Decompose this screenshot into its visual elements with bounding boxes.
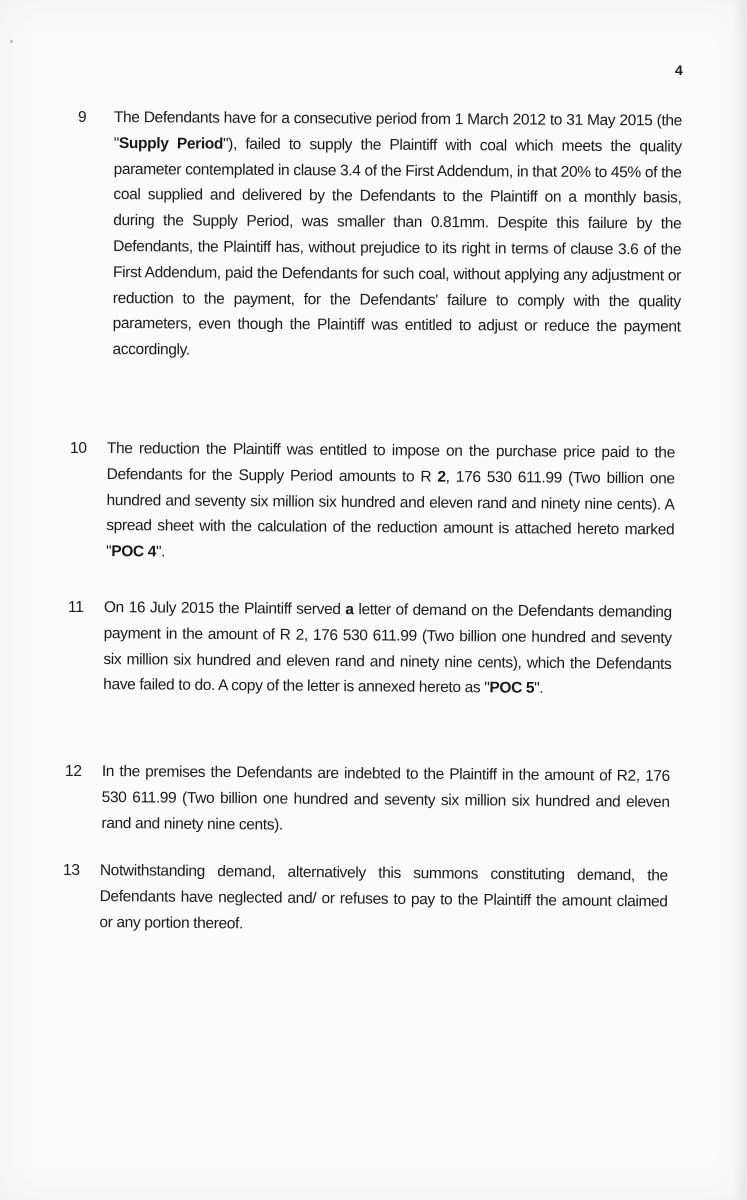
paragraph-text: Notwithstanding demand, alternatively this summons constituting demand, the Defendants have neglected and/ or refuses to pay to the Plaintiff the amount claimed or any portion thereof.	[99, 861, 668, 932]
scan-speck	[10, 40, 13, 43]
page-number: 4	[675, 62, 683, 78]
paragraph-number: 10	[70, 440, 87, 457]
paragraph-number: 13	[63, 862, 80, 879]
paragraph-number: 11	[68, 599, 84, 616]
paragraph-text: The reduction the Plaintiff was entitled to impose on the purchase price paid to the Defendants for the Supply Period amounts to R 2, 176 530 611.99 (Two billion one hundred and seventy six million six hundred and eleven rand and ninety nine cents). A spread sheet with the calculation of the reduction amount is attached hereto marked "POC 4".	[106, 439, 675, 561]
annexure-poc-5: POC 5	[489, 679, 535, 698]
annexure-poc-4: POC 4	[111, 543, 157, 561]
paragraph-text: In the premises the Defendants are indebted to the Plaintiff in the amount of R2, 176 530 611.99 (Two billion one hundred and seventy six million six hundred and eleven rand and ninety nine cents).	[101, 762, 670, 834]
defined-term-supply-period: Supply Period	[118, 134, 224, 153]
paragraph-text: The Defendants have for a consecutive period from 1 March 2012 to 31 May 2015 (the "Supply Period"), failed to supply the Plaintiff with coal which meets the quality parameter contemplated in clause 3.4 of the First Addendum, in that 20% to 45% of the coal supplied and delivered by the Defendants to the Plaintiff on a monthly basis, during the Supply Period, was smaller than 0.81mm. Despite this failure by the Defendants, the Plaintiff has, without prejudice to its right in terms of clause 3.6 of the First Addendum, paid the Defendants for such coal, without applying any adjustment or reduction to the payment, for the Defendants' failure to comply with the quality parameters, even though the Plaintiff was entitled to adjust or reduce the payment accordingly.	[112, 108, 682, 359]
paragraph-number: 12	[65, 763, 82, 780]
paragraph-number: 9	[78, 109, 87, 126]
paragraph-text: On 16 July 2015 the Plaintiff served a letter of demand on the Defendants demanding payment in the amount of R 2, 176 530 611.99 (Two billion one hundred and seventy six million six hundred and eleven rand and ninety nine cents), which the Defendants have failed to do. A copy of the letter is annexed hereto as "POC 5".	[103, 598, 672, 698]
page-edge-shadow	[733, 0, 747, 1200]
